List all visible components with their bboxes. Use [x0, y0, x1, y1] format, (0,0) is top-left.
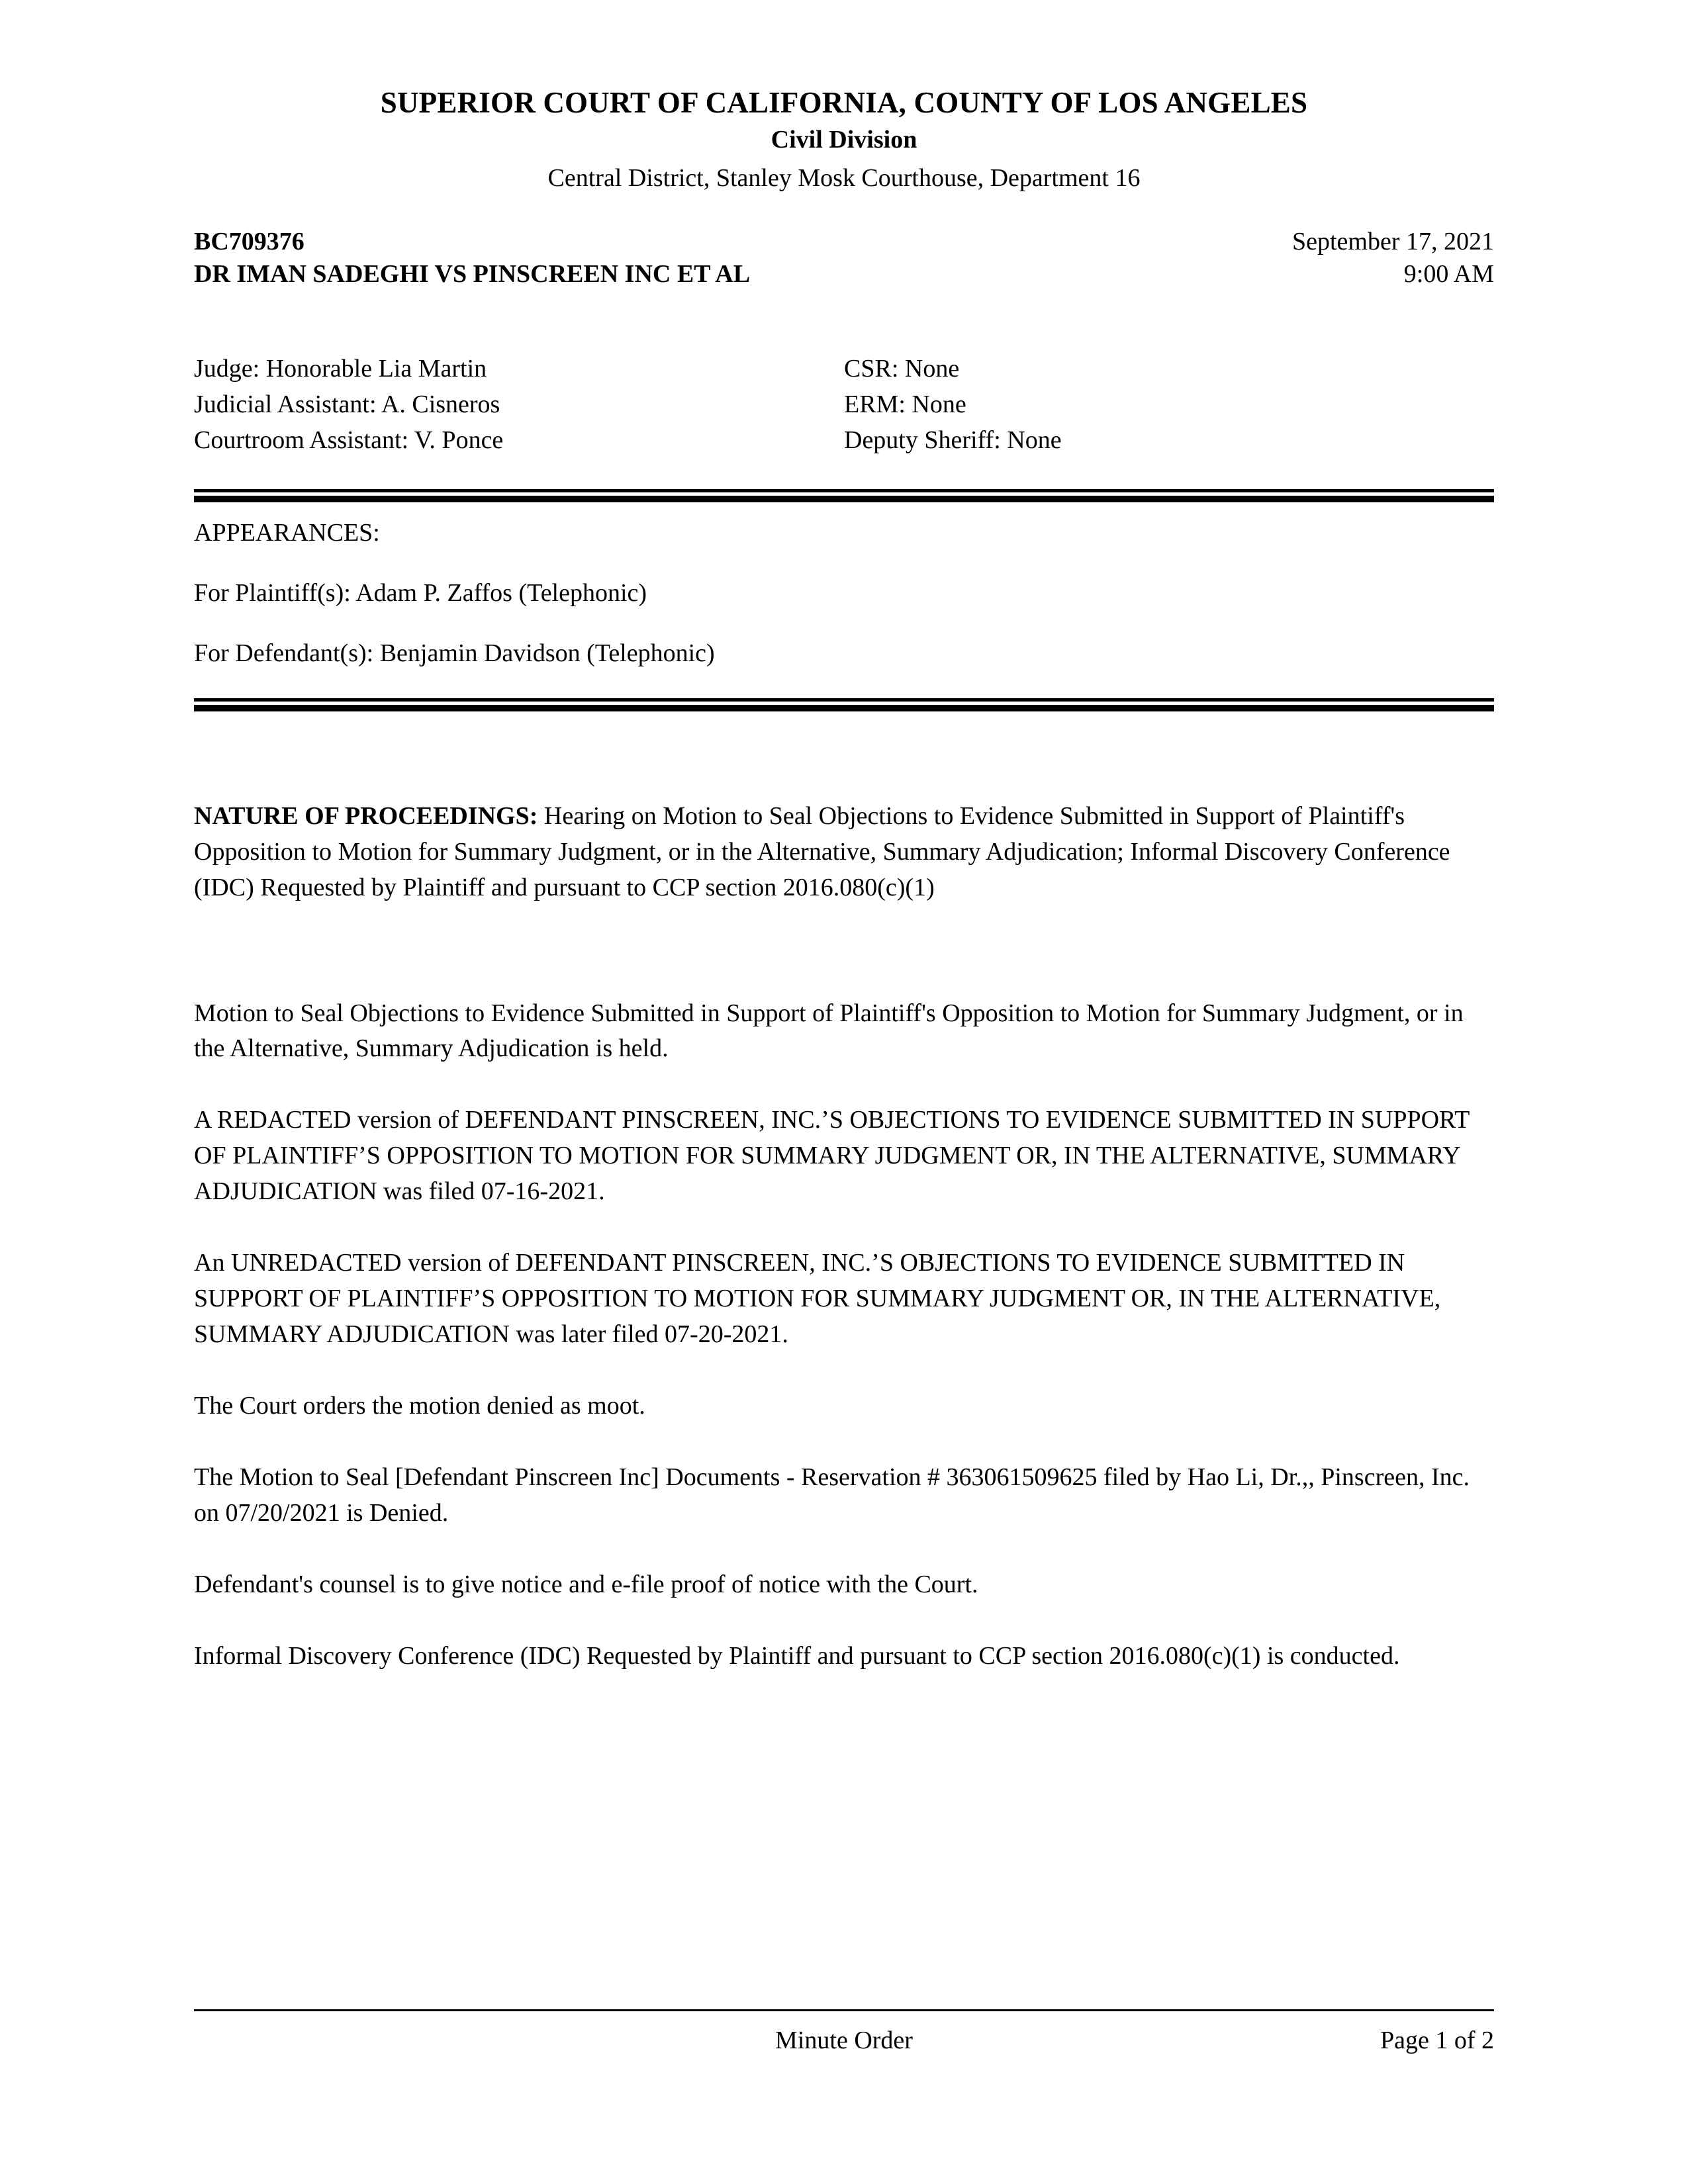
staff-row-judicial-assistant: [194, 387, 1494, 423]
hearing-date: September 17, 2021: [1291, 228, 1494, 256]
courtroom-assistant-name: Courtroom Assistant: V. Ponce: [194, 426, 504, 454]
proceedings-paragraph: An UNREDACTED version of DEFENDANT PINSCREEN, INC.’S OBJECTIONS TO EVIDENCE SUBMITTED IN SUPPORT OF PLAINTIFF’S OPPOSITION TO MOTION FOR SUMMARY JUDGMENT OR, IN THE ALTERNATIVE, SUMMARY ADJUDICATION was later filed 07-20-2021.: [194, 1249, 1441, 1349]
nature-of-proceedings-label: NATURE OF PROCEEDINGS:: [194, 801, 538, 830]
footer-divider-line: [194, 2009, 1494, 2011]
appearance-plaintiff: For Plaintiff(s): Adam P. Zaffos (Telephonic): [194, 578, 647, 607]
document-header: [194, 0, 1494, 194]
proceedings-paragraph: Defendant's counsel is to give notice and e-file proof of notice with the Court.: [194, 1570, 978, 1599]
erm-value: ERM: None: [844, 390, 966, 418]
deputy-sheriff-value: Deputy Sheriff: None: [844, 426, 1062, 454]
appearances-section: [194, 517, 1494, 670]
proceedings-paragraph: A REDACTED version of DEFENDANT PINSCREEN, INC.’S OBJECTIONS TO EVIDENCE SUBMITTED IN SUPPORT OF PLAINTIFF’S OPPOSITION TO MOTION FOR SUMMARY JUDGMENT OR, IN THE ALTERNATIVE, SUMMARY ADJUDICATION was filed 07-16-2021.: [194, 1106, 1470, 1206]
proceedings-paragraph: Motion to Seal Objections to Evidence Submitted in Support of Plaintiff's Opposition to Motion for Summary Judgment, or in the Alternative, Summary Adjudication is held.: [194, 999, 1464, 1063]
document-content: [194, 0, 1494, 1674]
case-number-row: [194, 226, 1494, 258]
nature-of-proceedings-text: Hearing on Motion to Seal Objections to Evidence Submitted in Support of Plaintiff's Opposition to Motion for Summary Judgment, or in the Alternative, Summary Adjudication; Informal Discovery Conference (IDC) Requested by Plaintiff and pursuant to CCP section 2016.080(c)(1): [194, 801, 1450, 901]
divider-thick-line: [194, 705, 1494, 711]
divider-thick-line: [194, 496, 1494, 502]
hearing-time: 9:00 AM: [1403, 260, 1494, 289]
divider-above-appearances: [194, 489, 1494, 502]
court-location: Central District, Stanley Mosk Courthouse, Department 16: [547, 163, 1141, 192]
appearance-defendant: For Defendant(s): Benjamin Davidson (Telephonic): [194, 639, 715, 668]
court-staff-block: [194, 351, 1494, 459]
court-division: Civil Division: [771, 126, 917, 154]
court-title: SUPERIOR COURT OF CALIFORNIA, COUNTY OF LOS ANGELES: [380, 86, 1308, 119]
page-number-label: Page 1 of 2: [1380, 2026, 1494, 2054]
case-identification-block: [194, 226, 1494, 290]
proceedings-paragraph: The Court orders the motion denied as moot.: [194, 1392, 645, 1420]
csr-value: CSR: None: [844, 354, 960, 383]
case-title-row: [194, 258, 1494, 291]
divider-below-appearances: [194, 698, 1494, 711]
proceedings-body: [194, 799, 1494, 1674]
appearances-label: APPEARANCES:: [194, 518, 380, 547]
staff-row-courtroom-assistant: [194, 423, 1494, 459]
document-type-label: Minute Order: [775, 2026, 913, 2054]
proceedings-paragraph: Informal Discovery Conference (IDC) Requested by Plaintiff and pursuant to CCP section 2016.080(c)(1) is conducted.: [194, 1641, 1400, 1670]
nature-of-proceedings-paragraph: [194, 799, 1494, 906]
proceedings-paragraph: The Motion to Seal [Defendant Pinscreen Inc] Documents - Reservation # 363061509625 filed by Hao Li, Dr.,, Pinscreen, Inc. on 07/20/2021 is Denied.: [194, 1463, 1470, 1527]
judicial-assistant-name: Judicial Assistant: A. Cisneros: [194, 390, 500, 418]
case-title: DR IMAN SADEGHI VS PINSCREEN INC ET AL: [194, 260, 751, 289]
judge-name: Judge: Honorable Lia Martin: [194, 354, 487, 383]
page-footer: [194, 2009, 1494, 2058]
staff-row-judge: [194, 351, 1494, 387]
case-number: BC709376: [194, 228, 305, 256]
footer-row: [194, 2026, 1494, 2058]
